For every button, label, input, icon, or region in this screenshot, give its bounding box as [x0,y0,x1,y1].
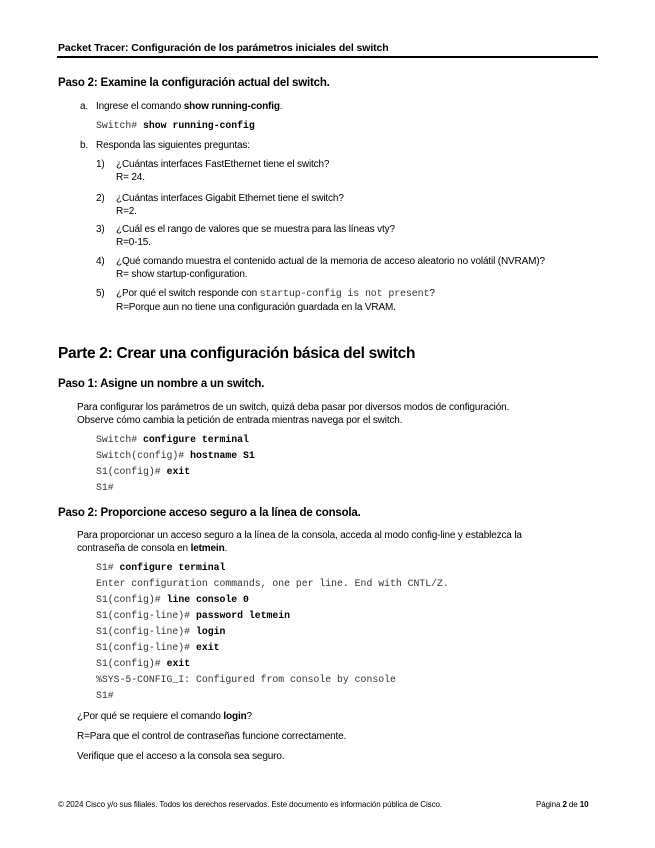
item-b-text: Responda las siguientes preguntas: [96,140,250,151]
paragraph-line: Para configurar los parámetros de un switch, quizá deba pasar por diversos modos de configuración. [77,402,510,413]
question-text: ¿Por qué el switch responde con startup-config is not present? [116,288,435,300]
step2b-heading: Paso 2: Proporcione acceso seguro a la línea de consola. [58,507,361,519]
answer-text: R=Porque aun no tiene una configuración guardada en la VRAM. [116,302,396,313]
item-b-marker: b. [80,140,89,151]
part2-heading: Parte 2: Crear una configuración básica del switch [58,345,416,362]
paragraph-line: Para proporcionar un acceso seguro a la línea de la consola, acceda al modo config-line y establezca la [77,530,522,541]
command-line: Enter configuration commands, one per line. End with CNTL/Z. [96,578,449,589]
paragraph-line: Observe cómo cambia la petición de entrada mientras navega por el switch. [77,415,403,426]
answer-text: R=2. [116,206,137,217]
command-line: Switch# configure terminal [96,434,249,445]
question-number: 4) [96,256,105,267]
command-line: S1(config)# line console 0 [96,594,249,605]
question-number: 2) [96,193,105,204]
command-line: Switch(config)# hostname S1 [96,450,255,461]
step2-heading: Paso 2: Examine la configuración actual del switch. [58,77,330,89]
command-line: S1# [96,482,114,493]
command-line: %SYS-5-CONFIG_I: Configured from console by console [96,674,396,685]
footer-page-number: Página 2 de 10 [536,800,589,809]
question-number: 1) [96,159,105,170]
answer-text: R= 24. [116,172,145,183]
question-number: 3) [96,224,105,235]
question-text: ¿Cuántas interfaces Gigabit Ethernet tiene el switch? [116,193,344,204]
paragraph-line: contraseña de consola en letmein. [77,543,228,554]
command-line: S1(config)# exit [96,658,191,669]
question-text: ¿Qué comando muestra el contenido actual de la memoria de acceso aleatorio no volátil (NVRAM)? [116,256,545,267]
command-line: S1(config)# exit [96,466,191,477]
question-text: ¿Cuál es el rango de valores que se muestra para las líneas vty? [116,224,395,235]
item-a-text: Ingrese el comando show running-config. [96,101,283,112]
command-line: S1# configure terminal [96,562,226,573]
command-line: S1(config-line)# exit [96,642,220,653]
question-number: 5) [96,288,105,299]
verify-text: Verifique que el acceso a la consola sea seguro. [77,751,285,762]
question-text: ¿Por qué se requiere el comando login? [77,711,252,722]
answer-text: R=Para que el control de contraseñas funcione correctamente. [77,731,347,742]
answer-text: R= show startup-configuration. [116,269,248,280]
command-line: S1(config-line)# password letmein [96,610,291,621]
step1-heading: Paso 1: Asigne un nombre a un switch. [58,378,265,390]
footer-copyright: © 2024 Cisco y/o sus filiales. Todos los derechos reservados. Este documento es información pública de Cisco. [58,800,442,809]
command-line: S1# [96,690,114,701]
item-a-marker: a. [80,101,89,112]
command-line: S1(config-line)# login [96,626,226,637]
answer-text: R=0-15. [116,237,151,248]
question-text: ¿Cuántas interfaces FastEthernet tiene el switch? [116,159,330,170]
header-title: Packet Tracer: Configuración de los parámetros iniciales del switch [58,42,389,54]
header-rule [57,56,598,58]
command-line: Switch# show running-config [96,120,255,131]
